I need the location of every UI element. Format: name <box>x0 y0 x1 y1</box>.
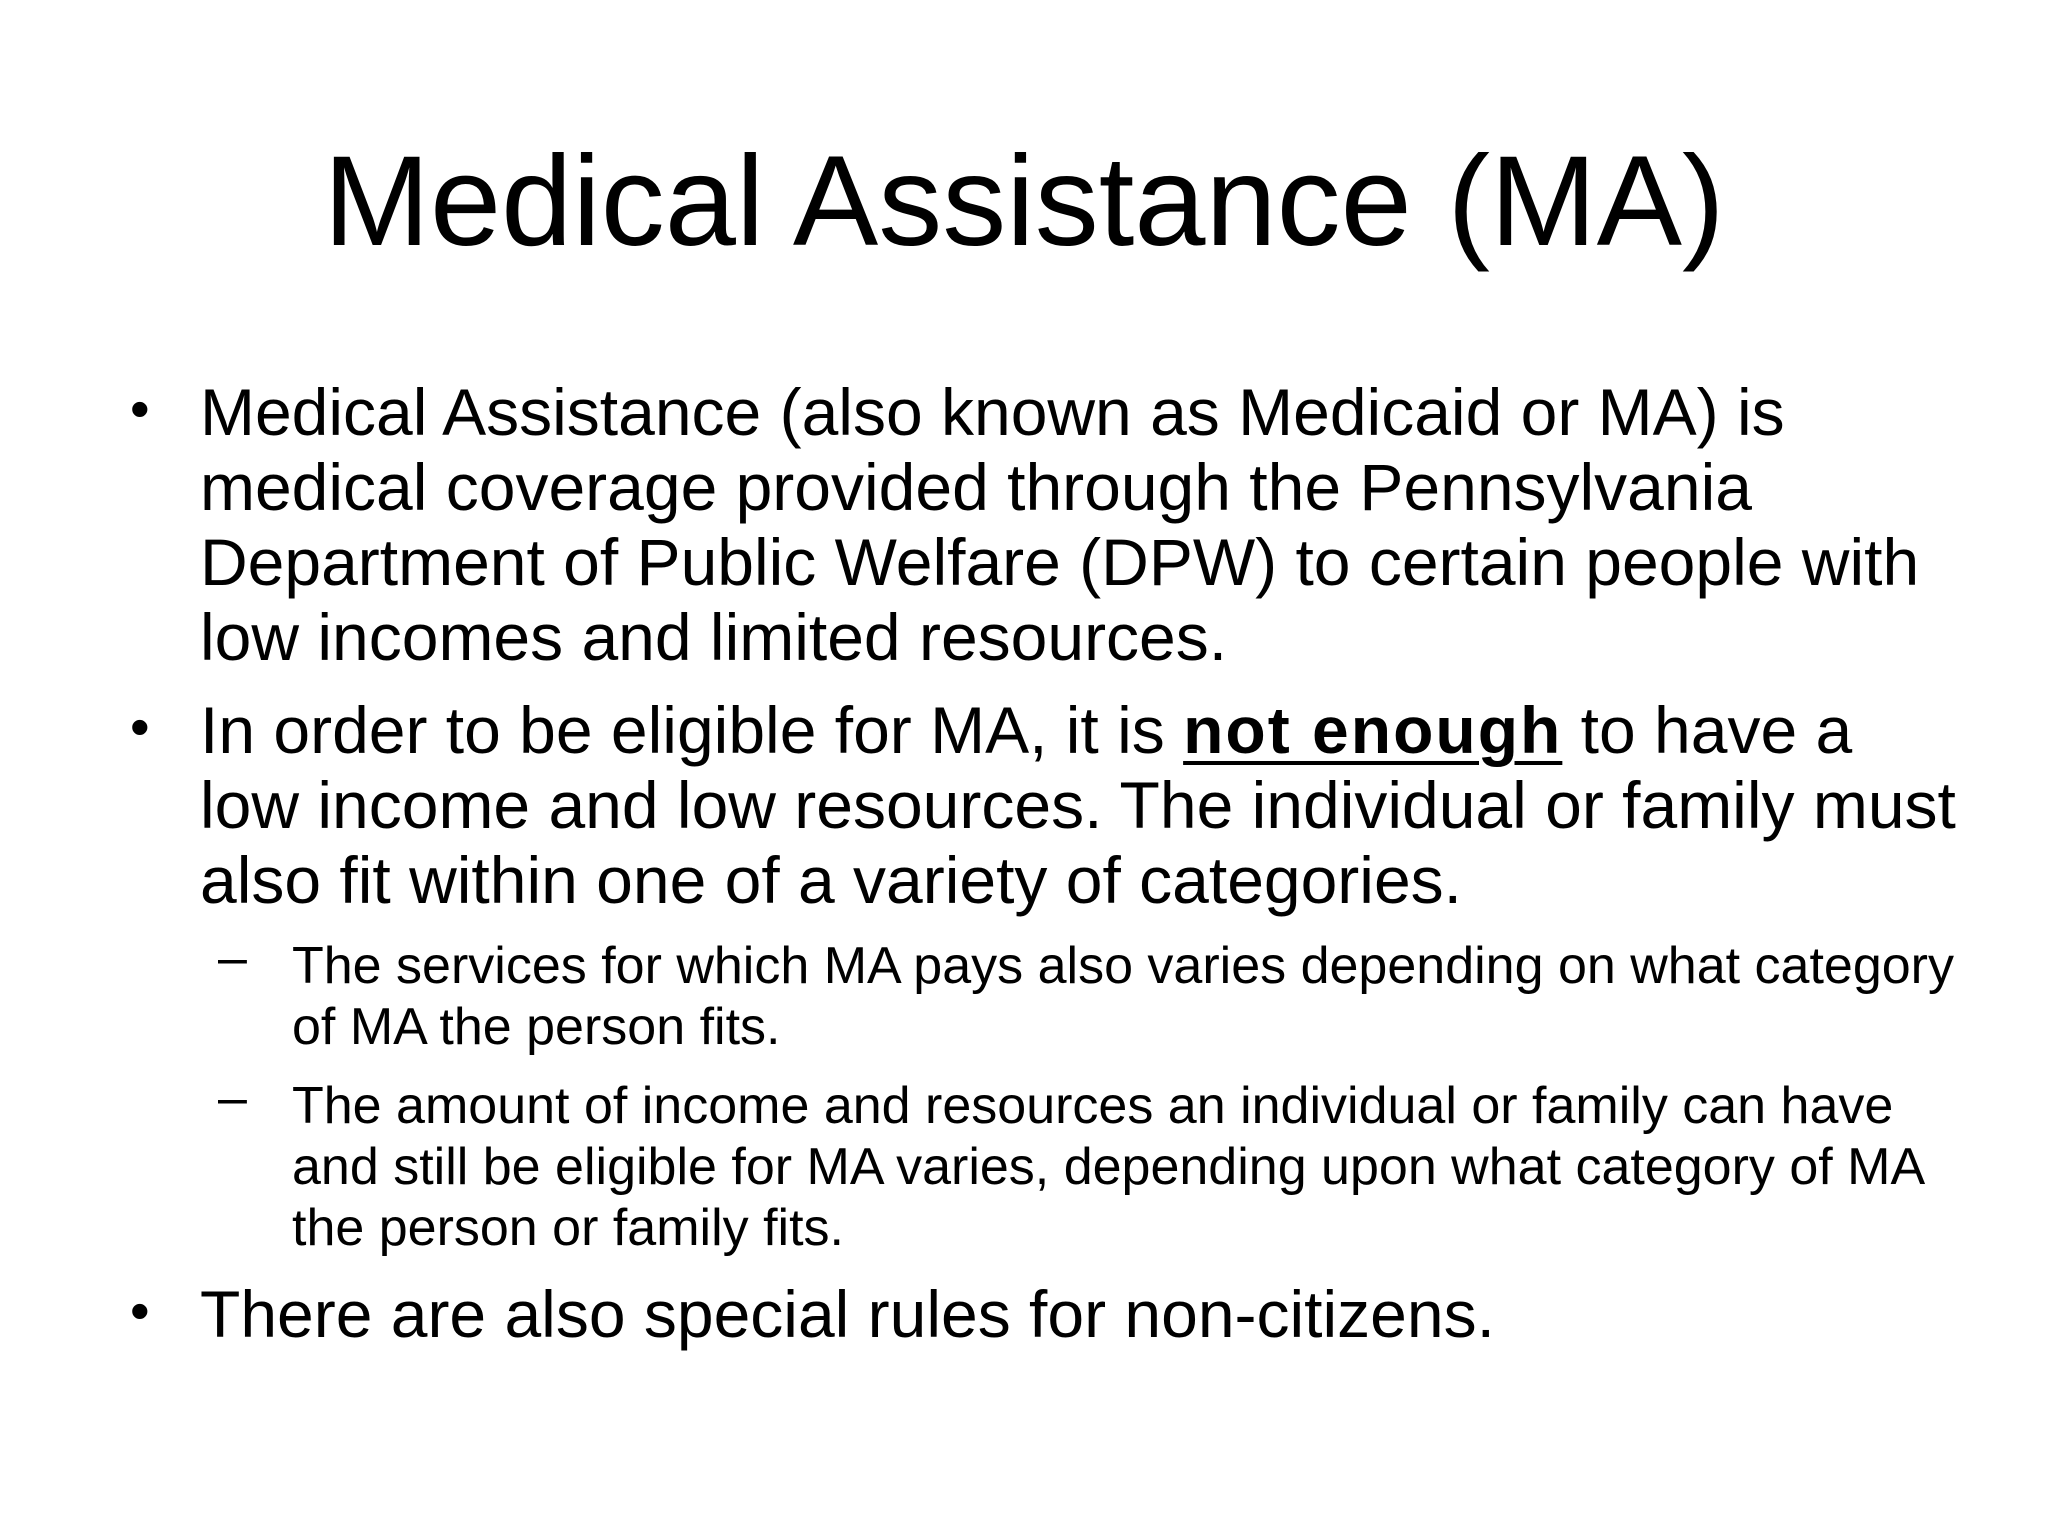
bullet-text-after: to have a low income and low resources. The individual or family must also fit within one of a variety of categories. <box>200 693 1956 917</box>
bullet-item <box>122 375 1962 675</box>
dash-icon: – <box>218 1069 247 1127</box>
slide-body <box>122 375 1962 1370</box>
sub-bullet-text: The amount of income and resources an individual or family can have and still be eligible for MA varies, depending upon what category of MA the person or family fits. <box>292 1077 1923 1257</box>
bullet-icon: • <box>130 1279 150 1342</box>
bullet-icon: • <box>130 695 150 758</box>
dash-icon: – <box>218 929 247 987</box>
slide-title: Medical Assistance (MA) <box>323 130 1725 273</box>
sub-bullet-text: The services for which MA pays also varies depending on what category of MA the person fits. <box>292 937 1954 1056</box>
bullet-item <box>122 693 1962 918</box>
bullet-text: There are also special rules for non-citizens. <box>200 1277 1495 1351</box>
emphasis-text: not enough <box>1183 693 1563 767</box>
bullet-item <box>122 1277 1962 1352</box>
bullet-text: Medical Assistance (also known as Medicaid or MA) is medical coverage provided through the Pennsylvania Department of Public Welfare (DPW) to certain people with low incomes and limited resources. <box>200 375 1920 674</box>
sub-bullet-item <box>122 1069 1962 1259</box>
bullet-text-before: In order to be eligible for MA, it is <box>200 693 1184 767</box>
sub-bullet-item <box>122 929 1962 1058</box>
bullet-icon: • <box>130 377 150 440</box>
